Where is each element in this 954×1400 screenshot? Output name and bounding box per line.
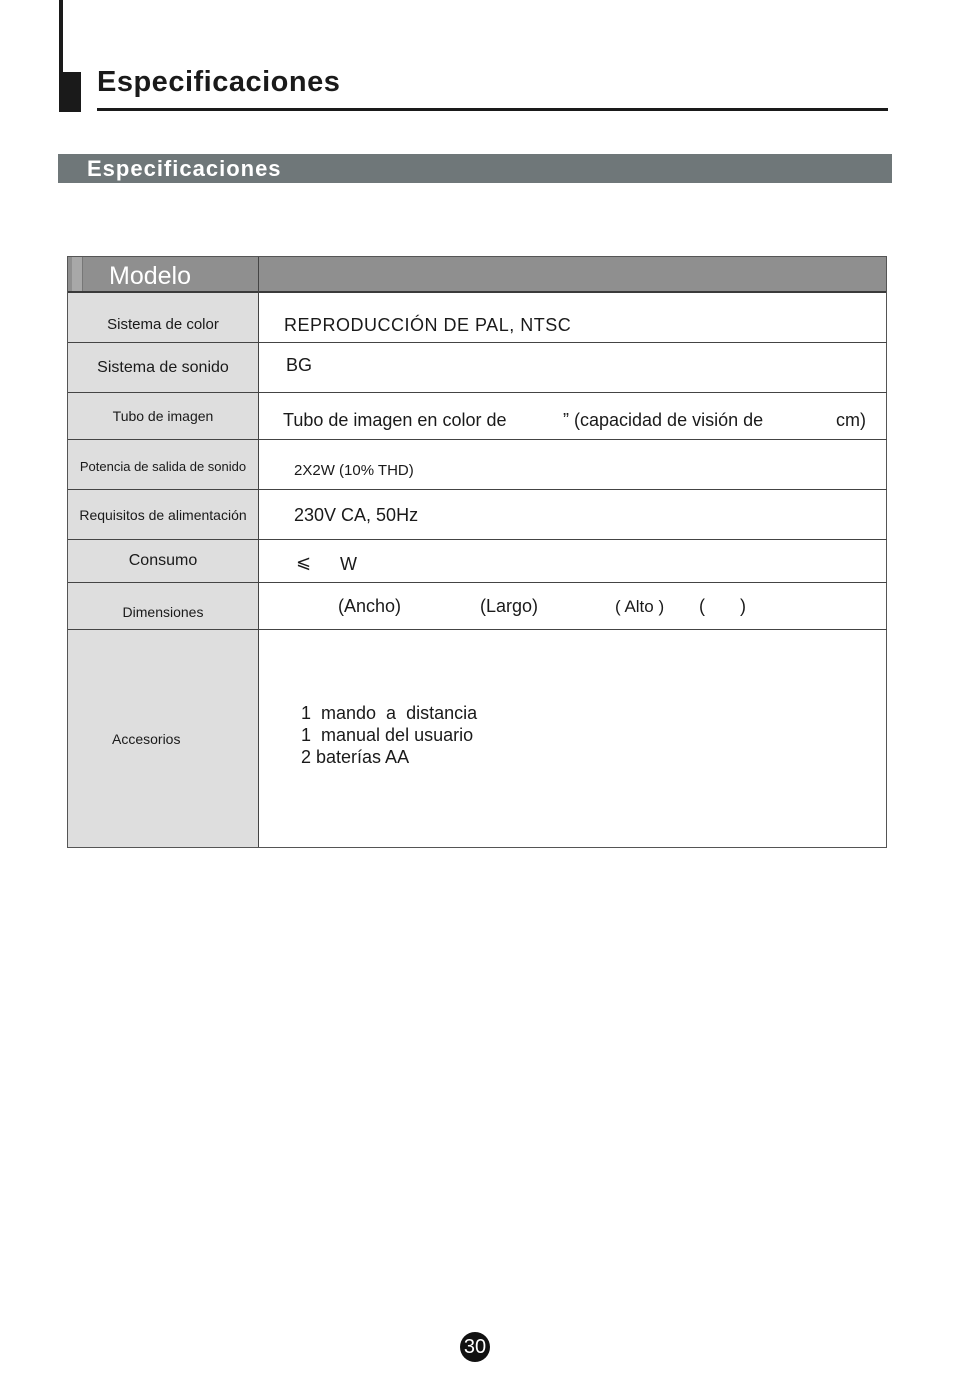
row-label-text: Requisitos de alimentación	[79, 506, 247, 523]
row-label-text: Sistema de sonido	[97, 358, 229, 376]
section-bar	[58, 154, 892, 183]
row-label-sound-system	[68, 343, 259, 393]
row-label-color-system	[68, 293, 259, 343]
row-label-accessories	[68, 630, 259, 847]
row-value-text: REPRODUCCIÓN DE PAL, NTSC	[284, 315, 572, 335]
header-divider	[258, 257, 259, 293]
row-value-text: W	[340, 554, 357, 574]
model-label: Modelo	[109, 262, 191, 290]
accessory-item: 1 manual del usuario	[301, 725, 474, 745]
row-label-text: Dimensiones	[122, 604, 204, 620]
unit-text: ( )	[699, 596, 746, 616]
row-value-consumption	[259, 540, 887, 583]
row-label-picture-tube	[68, 393, 259, 440]
page-title: Especificaciones	[97, 66, 341, 98]
row-value-text: 2X2W (10% THD)	[294, 462, 414, 479]
width-text: (Ancho)	[338, 596, 402, 616]
row-label-text: Accesorios	[112, 730, 181, 747]
accessory-item: 1 mando a distancia	[301, 703, 478, 723]
row-label-power-requirements	[68, 490, 259, 540]
row-label-text: Potencia de salida de sonido	[79, 459, 247, 474]
specifications-table	[67, 256, 887, 848]
row-value-text-c: cm)	[836, 410, 866, 430]
row-label-text: Consumo	[128, 552, 198, 569]
title-underline	[97, 108, 888, 111]
header-accent-block	[59, 72, 81, 112]
page-number-badge: 30	[460, 1332, 490, 1362]
row-label-dimensions	[68, 583, 259, 630]
row-value-text: BG	[286, 355, 313, 375]
row-label-text: Tubo de imagen	[112, 408, 214, 424]
row-label-sound-output	[68, 440, 259, 490]
row-label-consumption	[68, 540, 259, 583]
header-stripe	[72, 257, 83, 291]
header-accent-line	[59, 0, 63, 75]
row-value-picture-tube	[259, 393, 887, 440]
row-value-text-a: Tubo de imagen en color de	[283, 410, 507, 430]
accessory-item: 2 baterías AA	[301, 747, 410, 767]
height-text: ( Alto )	[615, 597, 665, 616]
row-value-text: 230V CA, 50Hz	[294, 505, 419, 525]
row-value-accessories	[259, 630, 887, 847]
row-value-text-b: ” (capacidad de visión de	[563, 410, 764, 430]
row-label-text: Sistema de color	[107, 315, 219, 333]
less-equal-symbol: ⩽	[296, 552, 312, 572]
section-title: Especificaciones	[87, 156, 282, 181]
table-header-row	[68, 257, 886, 293]
row-value-color-system	[259, 293, 887, 343]
row-value-sound-system	[259, 343, 887, 393]
length-text: (Largo)	[480, 596, 539, 616]
row-value-dimensions	[259, 583, 887, 630]
row-value-sound-output	[259, 440, 887, 490]
row-value-power-requirements	[259, 490, 887, 540]
